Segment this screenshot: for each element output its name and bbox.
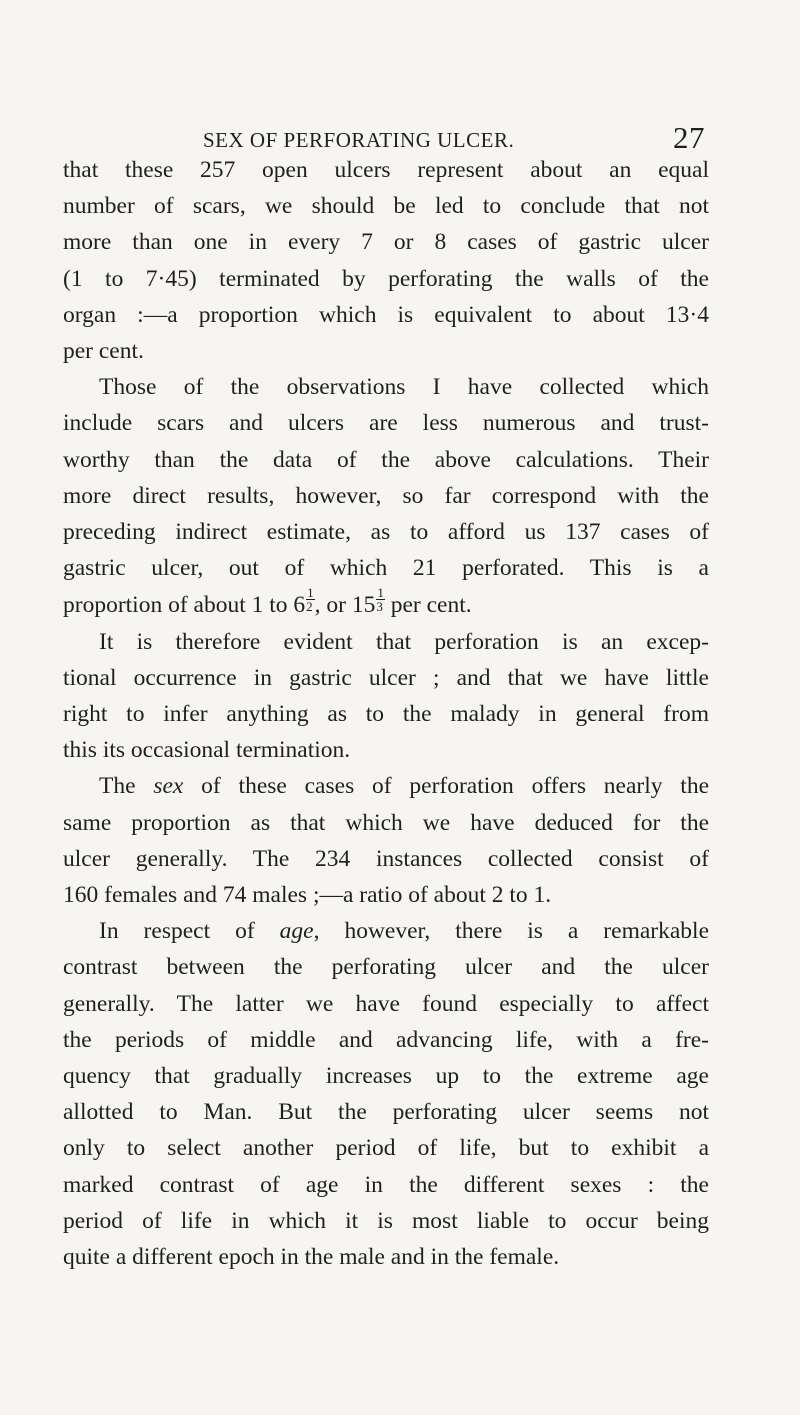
text-line: allotted to Man. But the perforating ulcer seems not [63, 1099, 709, 1126]
text-line: worthy than the data of the above calculations. Their [63, 446, 709, 473]
text-line-with-italic [63, 768, 709, 804]
fraction-numerator: 1 [307, 585, 314, 601]
text-line: same proportion as that which we have deduced for the [63, 809, 709, 836]
italic-term-age: age [279, 918, 314, 945]
text-segment: , however, there is a remarkable [313, 918, 709, 945]
page-number: 27 [673, 120, 705, 155]
text-line: quency that gradually increases up to the extreme age [63, 1063, 709, 1090]
text-segment: of these cases of perforation offers nearly the [183, 773, 709, 800]
body-text [63, 152, 709, 1275]
fraction-denominator: 2 [306, 599, 313, 615]
text-line: include scars and ulcers are less numerous and trust- [63, 410, 709, 437]
text-line: the periods of middle and advancing life, with a fre- [63, 1026, 709, 1053]
running-title: SEX OF PERFORATING ULCER. [203, 128, 515, 152]
text-line: generally. The latter we have found especially to affect [63, 990, 709, 1017]
text-line: ulcer generally. The 234 instances collected consist of [63, 845, 709, 872]
text-line: per cent. [63, 338, 144, 365]
fraction-one-third [376, 586, 385, 613]
text-line: more direct results, however, so far correspond with the [63, 482, 709, 509]
text-line-with-fractions [63, 586, 709, 623]
fraction-numerator: 1 [377, 585, 384, 601]
text-line: that these 257 open ulcers represent about an equal [63, 157, 709, 183]
fraction-one-half [306, 586, 315, 613]
text-segment: , or 15 [314, 592, 376, 619]
text-segment: In respect of [99, 918, 280, 945]
text-line: tional occurrence in gastric ulcer ; and that we have little [63, 664, 709, 691]
text-line: (1 to 7·45) terminated by perforating the walls of the [63, 265, 709, 292]
text-line: period of life in which it is most liable to occur being [63, 1207, 709, 1234]
text-line: preceding indirect estimate, as to afford us 137 cases of [63, 519, 709, 546]
fraction-denominator: 3 [376, 599, 383, 615]
text-line: marked contrast of age in the different sexes : the [63, 1171, 709, 1198]
text-segment: per cent. [384, 592, 472, 619]
text-line: right to infer anything as to the malady in general from [63, 701, 709, 728]
text-line: gastric ulcer, out of which 21 perforated. This is a [63, 555, 709, 582]
italic-term-sex: sex [153, 773, 184, 800]
text-segment: The [99, 773, 154, 800]
text-line: contrast between the perforating ulcer and the ulcer [63, 954, 709, 981]
text-line: more than one in every 7 or 8 cases of gastric ulcer [63, 229, 709, 256]
text-line: number of scars, we should be led to conclude that not [63, 193, 709, 220]
text-line: quite a different epoch in the male and in the female. [63, 1244, 560, 1271]
text-line: organ :—a proportion which is equivalent to about 13·4 [63, 301, 709, 328]
text-line: Those of the observations I have collected which [99, 374, 709, 401]
text-line: 160 females and 74 males ;—a ratio of about 2 to 1. [63, 882, 552, 909]
text-line: only to select another period of life, but to exhibit a [63, 1135, 709, 1162]
text-line-with-italic [63, 913, 709, 949]
text-line: It is therefore evident that perforation is an excep- [99, 628, 709, 655]
text-segment: proportion of about 1 to 6 [63, 592, 306, 619]
text-line: this its occasional termination. [63, 737, 351, 764]
